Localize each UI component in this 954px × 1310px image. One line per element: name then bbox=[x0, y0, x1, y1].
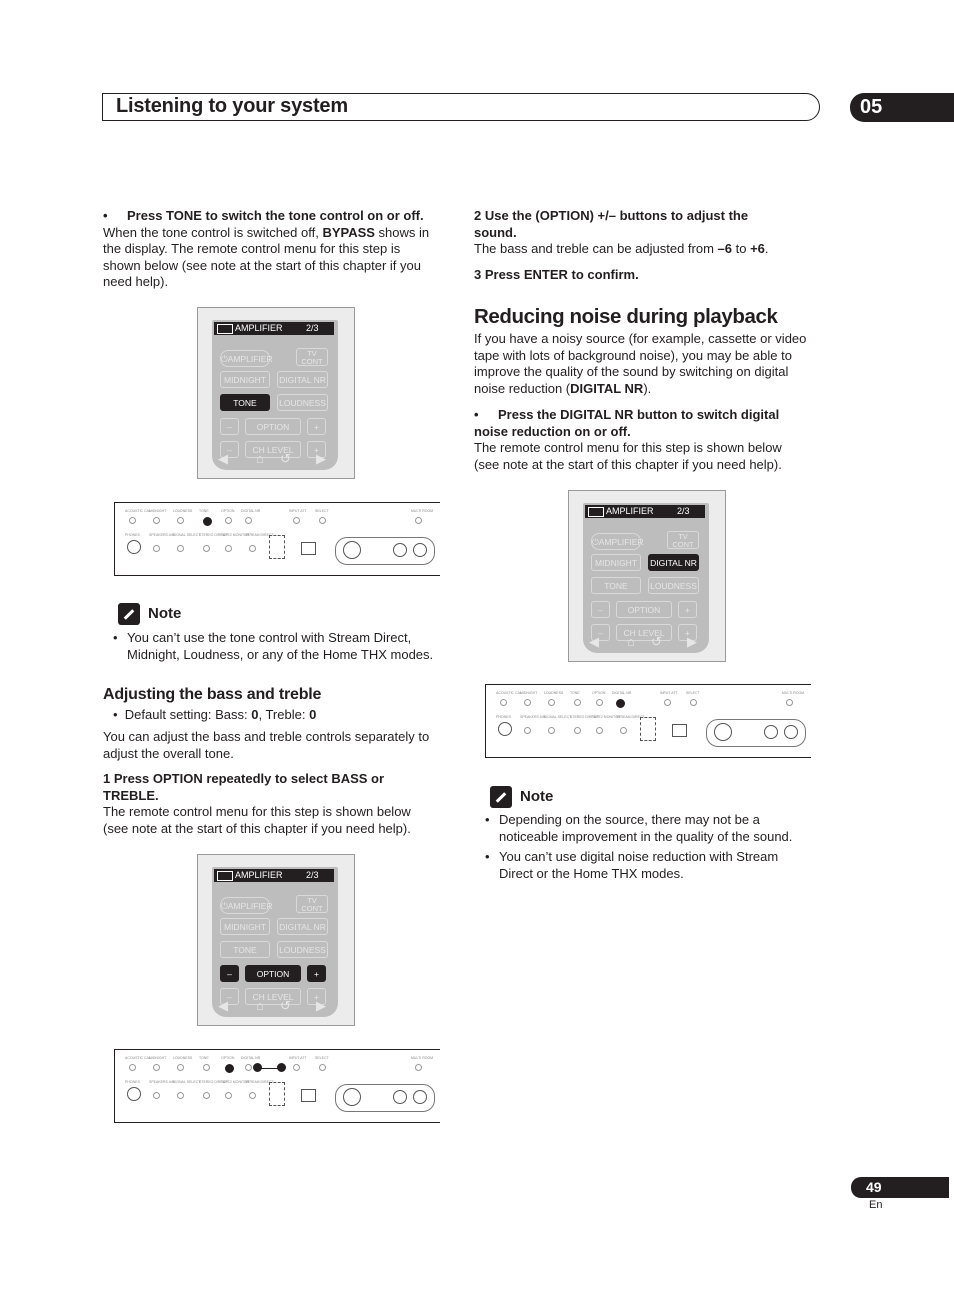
power-icon: ⏻ bbox=[221, 354, 228, 364]
power-icon: ⏻ bbox=[221, 901, 228, 911]
video-input-cover bbox=[640, 717, 656, 741]
panel-button[interactable] bbox=[225, 1064, 234, 1073]
panel-button[interactable] bbox=[319, 1064, 326, 1071]
input-jack[interactable] bbox=[393, 543, 407, 557]
input-jack[interactable] bbox=[343, 1088, 361, 1106]
panel-button[interactable] bbox=[225, 517, 232, 524]
panel-button[interactable] bbox=[293, 517, 300, 524]
step2-line2: sound. bbox=[474, 224, 517, 240]
input-jack[interactable] bbox=[343, 541, 361, 559]
noise-step-line1: Press the DIGITAL NR button to switch digital bbox=[498, 407, 780, 422]
tv-label: TV bbox=[678, 532, 688, 541]
phones-jack[interactable] bbox=[498, 722, 512, 736]
input-jack[interactable] bbox=[764, 725, 778, 739]
panel-label: SPEAKERS A/B bbox=[149, 1080, 175, 1084]
panel-button[interactable] bbox=[203, 1092, 210, 1099]
option-minus-button[interactable]: – bbox=[220, 965, 239, 982]
panel-button[interactable] bbox=[786, 699, 793, 706]
panel-button[interactable] bbox=[253, 1063, 262, 1072]
panel-label: TAPE2 MONITOR bbox=[221, 1080, 250, 1084]
panel-button[interactable] bbox=[203, 1064, 210, 1071]
remote-screen bbox=[212, 867, 338, 1017]
left-arrow-icon[interactable]: ◀ bbox=[218, 998, 228, 1013]
noise-step bbox=[474, 407, 834, 473]
tv-label: TV bbox=[307, 896, 317, 905]
step2-line1: 2 Use the (OPTION) +/– buttons to adjust the bbox=[474, 208, 749, 223]
tone-step-title: Press TONE to switch the tone control on or off. bbox=[127, 208, 424, 223]
default-bass: 0 bbox=[251, 707, 259, 722]
bullet: • bbox=[474, 407, 479, 422]
noise-p4-pre: noise reduction ( bbox=[474, 380, 571, 396]
return-icon[interactable]: ↺ bbox=[280, 998, 291, 1013]
front-panel-tone bbox=[114, 502, 440, 576]
panel-button[interactable] bbox=[548, 727, 555, 734]
note-1-line2: Midnight, Loudness, or any of the Home THX modes. bbox=[127, 646, 434, 662]
midnight-button[interactable]: MIDNIGHT bbox=[220, 918, 270, 935]
panel-label: INPUT ATT bbox=[289, 509, 307, 513]
option-minus-button[interactable]: – bbox=[220, 418, 239, 435]
panel-button[interactable] bbox=[153, 1064, 160, 1071]
panel-label: LOUDNESS bbox=[173, 509, 193, 513]
remote-page: 2/3 bbox=[306, 870, 319, 880]
input-jack[interactable] bbox=[714, 723, 732, 741]
tone-step bbox=[103, 208, 453, 291]
noise-step-line2: noise reduction on or off. bbox=[474, 423, 631, 439]
remote-menu-tone bbox=[197, 307, 355, 479]
note2-b2-line1: You can’t use digital noise reduction with Stream bbox=[499, 849, 779, 865]
panel-label: TONE bbox=[570, 691, 580, 695]
left-arrow-icon[interactable]: ◀ bbox=[218, 451, 228, 466]
front-panel-option bbox=[114, 1049, 440, 1123]
page-number: 49 bbox=[851, 1177, 949, 1198]
panel-label: STREAM DIRECT bbox=[245, 1080, 274, 1084]
panel-label: TAPE2 MONITOR bbox=[221, 533, 250, 537]
bullet: • bbox=[485, 812, 490, 827]
chlevel-plus-button[interactable]: + bbox=[307, 441, 326, 458]
panel-label: DIGITAL NR bbox=[612, 691, 632, 695]
para-line2: adjust the overall tone. bbox=[103, 745, 234, 761]
input-jack[interactable] bbox=[393, 1090, 407, 1104]
amplifier-power-button[interactable] bbox=[591, 533, 644, 550]
remote-titlebar bbox=[214, 869, 334, 882]
tv-label: TV bbox=[307, 349, 317, 358]
bass-treble-para bbox=[103, 729, 458, 762]
panel-label: MIDNIGHT bbox=[149, 509, 167, 513]
tv-cont-button[interactable] bbox=[667, 531, 699, 549]
tone-button[interactable]: TONE bbox=[591, 577, 641, 594]
home-icon[interactable]: ⌂ bbox=[627, 634, 635, 649]
note2-b2-line2: Direct or the Home THX modes. bbox=[499, 865, 684, 881]
display-window bbox=[301, 1089, 316, 1102]
remote-menu-option bbox=[197, 854, 355, 1026]
panel-label: SIGNAL SELECT bbox=[173, 533, 201, 537]
noise-p2: tape with lots of background noise), you may be able to bbox=[474, 347, 792, 363]
step2-min: –6 bbox=[717, 241, 733, 257]
amplifier-icon bbox=[217, 324, 233, 334]
page-title: Listening to your system bbox=[116, 95, 348, 117]
noise-step-body2: (see note at the start of this chapter if you need help). bbox=[474, 456, 782, 472]
panel-button[interactable] bbox=[225, 1092, 232, 1099]
loudness-button[interactable]: LOUDNESS bbox=[648, 577, 699, 594]
panel-button[interactable] bbox=[415, 517, 422, 524]
note2-b1-line2: noticeable improvement in the quality of the sound. bbox=[499, 828, 793, 844]
chlevel-button[interactable]: CH LEVEL bbox=[245, 441, 301, 458]
chlevel-minus-button[interactable]: – bbox=[220, 441, 239, 458]
panel-button[interactable] bbox=[524, 727, 531, 734]
remote-titlebar bbox=[585, 505, 705, 518]
panel-label: ACOUSTIC CAL bbox=[125, 1056, 151, 1060]
input-jack[interactable] bbox=[413, 543, 427, 557]
note-icon bbox=[490, 786, 512, 808]
remote-page: 2/3 bbox=[306, 323, 319, 333]
panel-label: ACOUSTIC CAL bbox=[496, 691, 522, 695]
return-icon[interactable]: ↺ bbox=[651, 634, 662, 649]
panel-button[interactable] bbox=[596, 699, 603, 706]
loudness-button[interactable]: LOUDNESS bbox=[277, 394, 328, 411]
panel-label: STEREO DIRECT bbox=[570, 715, 599, 719]
video-input-cover bbox=[269, 1082, 285, 1106]
panel-label: ACOUSTIC CAL bbox=[125, 509, 151, 513]
amplifier-label: AMPLIFIER bbox=[227, 901, 273, 911]
step-1 bbox=[103, 771, 458, 837]
cont-label: CONT bbox=[672, 540, 694, 549]
loudness-button[interactable]: LOUDNESS bbox=[277, 941, 328, 958]
remote-nav-bar bbox=[212, 451, 338, 467]
note-icon bbox=[118, 603, 140, 625]
panel-button[interactable] bbox=[177, 545, 184, 552]
amplifier-icon bbox=[217, 871, 233, 881]
right-arrow-icon[interactable]: ▶ bbox=[687, 634, 697, 649]
panel-button[interactable] bbox=[177, 1092, 184, 1099]
panel-button[interactable] bbox=[153, 1092, 160, 1099]
panel-label: MULTI ROOM bbox=[782, 691, 805, 695]
panel-button[interactable] bbox=[129, 1064, 136, 1071]
default-treble: 0 bbox=[309, 707, 317, 722]
cont-label: CONT bbox=[301, 904, 323, 913]
tv-cont-button[interactable] bbox=[296, 348, 328, 366]
panel-label: MIDNIGHT bbox=[149, 1056, 167, 1060]
panel-button[interactable] bbox=[690, 699, 697, 706]
chlevel-button[interactable]: CH LEVEL bbox=[616, 624, 672, 641]
remote-nav-bar bbox=[212, 998, 338, 1014]
panel-label: SELECT bbox=[315, 509, 329, 513]
midnight-button[interactable]: MIDNIGHT bbox=[591, 554, 641, 571]
panel-label: SIGNAL SELECT bbox=[544, 715, 572, 719]
tone-button[interactable]: TONE bbox=[220, 394, 270, 411]
panel-button[interactable] bbox=[415, 1064, 422, 1071]
panel-label: SPEAKERS A/B bbox=[520, 715, 546, 719]
chlevel-plus-button[interactable]: + bbox=[678, 624, 697, 641]
panel-label: DIGITAL NR bbox=[241, 1056, 261, 1060]
option-button[interactable]: OPTION bbox=[245, 418, 301, 435]
panel-button[interactable] bbox=[548, 699, 555, 706]
panel-button[interactable] bbox=[153, 545, 160, 552]
home-icon[interactable]: ⌂ bbox=[256, 998, 264, 1013]
panel-button[interactable] bbox=[574, 699, 581, 706]
default-setting bbox=[113, 707, 316, 724]
noise-heading: Reducing noise during playback bbox=[474, 305, 778, 328]
display-window bbox=[672, 724, 687, 737]
noise-p3: improve the quality of the sound by switching on digital bbox=[474, 364, 789, 380]
bullet: • bbox=[103, 208, 108, 223]
input-jack[interactable] bbox=[784, 725, 798, 739]
note-title: Note bbox=[148, 605, 182, 622]
panel-label: INPUT ATT bbox=[289, 1056, 307, 1060]
panel-button[interactable] bbox=[177, 1064, 184, 1071]
step2-max: +6 bbox=[750, 241, 765, 257]
step2-to: to bbox=[732, 241, 751, 257]
panel-label: SELECT bbox=[686, 691, 700, 695]
remote-nav-bar bbox=[583, 634, 709, 650]
panel-button[interactable] bbox=[620, 727, 627, 734]
tone-button[interactable]: TONE bbox=[220, 941, 270, 958]
amplifier-label: AMPLIFIER bbox=[598, 537, 644, 547]
panel-label: PHONES bbox=[496, 715, 511, 719]
option-button[interactable]: OPTION bbox=[245, 965, 301, 982]
panel-label: MULTI ROOM bbox=[411, 509, 434, 513]
option-plus-button[interactable]: + bbox=[307, 965, 326, 982]
panel-label: SPEAKERS A/B bbox=[149, 533, 175, 537]
panel-label: LOUDNESS bbox=[544, 691, 564, 695]
noise-step-body1: The remote control menu for this step is shown below bbox=[474, 440, 782, 456]
option-minus-button[interactable]: – bbox=[591, 601, 610, 618]
left-arrow-icon[interactable]: ◀ bbox=[589, 634, 599, 649]
panel-button[interactable] bbox=[245, 517, 252, 524]
chlevel-button[interactable]: CH LEVEL bbox=[245, 988, 301, 1005]
remote-page: 2/3 bbox=[677, 506, 690, 516]
panel-label: LOUDNESS bbox=[173, 1056, 193, 1060]
phones-jack[interactable] bbox=[127, 540, 141, 554]
digital-nr-button[interactable]: DIGITAL NR bbox=[277, 371, 328, 388]
phones-jack[interactable] bbox=[127, 1087, 141, 1101]
remote-title: AMPLIFIER bbox=[235, 870, 283, 880]
panel-label: MULTI ROOM bbox=[411, 1056, 434, 1060]
panel-label: TONE bbox=[199, 509, 209, 513]
bass-treble-heading: Adjusting the bass and treble bbox=[103, 686, 322, 703]
right-arrow-icon[interactable]: ▶ bbox=[316, 998, 326, 1013]
panel-button[interactable] bbox=[177, 517, 184, 524]
panel-button[interactable] bbox=[225, 545, 232, 552]
bypass-label: BYPASS bbox=[322, 224, 375, 240]
tone-body-line2: the display. The remote control menu for this step is bbox=[103, 241, 401, 257]
panel-label: STREAM DIRECT bbox=[616, 715, 645, 719]
tone-body-2: shows in bbox=[374, 224, 430, 240]
video-input-cover bbox=[269, 535, 285, 559]
remote-titlebar bbox=[214, 322, 334, 335]
note-2-body bbox=[485, 812, 830, 882]
option-plus-button[interactable]: + bbox=[678, 601, 697, 618]
tone-body-line4: need help). bbox=[103, 274, 169, 290]
amplifier-power-button[interactable] bbox=[220, 897, 273, 914]
panel-label: SELECT bbox=[315, 1056, 329, 1060]
panel-button[interactable] bbox=[203, 517, 212, 526]
digital-nr-label: DIGITAL NR bbox=[570, 380, 644, 396]
power-icon: ⏻ bbox=[592, 537, 599, 547]
panel-label: SIGNAL SELECT bbox=[173, 1080, 201, 1084]
remote-title: AMPLIFIER bbox=[606, 506, 654, 516]
language-label: En bbox=[869, 1199, 883, 1211]
step1-line1: 1 Press OPTION repeatedly to select BASS or bbox=[103, 771, 385, 786]
panel-label: OPTION bbox=[221, 1056, 235, 1060]
panel-button[interactable] bbox=[596, 727, 603, 734]
panel-label: PHONES bbox=[125, 533, 140, 537]
note-1-line1: You can’t use the tone control with Stream Direct, bbox=[127, 630, 412, 645]
default-mid: , Treble: bbox=[258, 707, 310, 722]
panel-label: STREAM DIRECT bbox=[245, 533, 274, 537]
return-icon[interactable]: ↺ bbox=[280, 451, 291, 466]
home-icon[interactable]: ⌂ bbox=[256, 451, 264, 466]
note-title: Note bbox=[520, 788, 554, 805]
bullet: • bbox=[113, 630, 118, 645]
panel-button[interactable] bbox=[319, 517, 326, 524]
para-line1: You can adjust the bass and treble controls separately to bbox=[103, 729, 430, 744]
amplifier-power-button[interactable] bbox=[220, 350, 273, 367]
remote-menu-digital-nr bbox=[568, 490, 726, 662]
remote-screen bbox=[212, 320, 338, 470]
chlevel-minus-button[interactable]: – bbox=[220, 988, 239, 1005]
default-pre: Default setting: Bass: bbox=[124, 707, 252, 722]
bullet: • bbox=[485, 849, 490, 865]
step2-body-pre: The bass and treble can be adjusted from bbox=[474, 241, 718, 257]
note-1-body bbox=[113, 630, 463, 663]
midnight-button[interactable]: MIDNIGHT bbox=[220, 371, 270, 388]
panel-label: PHONES bbox=[125, 1080, 140, 1084]
bullet: • bbox=[113, 707, 118, 722]
tone-body-line3: shown below (see note at the start of this chapter if you bbox=[103, 257, 421, 273]
tv-cont-button[interactable] bbox=[296, 895, 328, 913]
panel-label: TAPE2 MONITOR bbox=[592, 715, 621, 719]
panel-label: INPUT ATT bbox=[660, 691, 678, 695]
amplifier-icon bbox=[588, 507, 604, 517]
panel-button[interactable] bbox=[574, 727, 581, 734]
panel-label: TONE bbox=[199, 1056, 209, 1060]
panel-button[interactable] bbox=[249, 545, 256, 552]
panel-label: STEREO DIRECT bbox=[199, 533, 228, 537]
right-arrow-icon[interactable]: ▶ bbox=[316, 451, 326, 466]
panel-button[interactable] bbox=[293, 1064, 300, 1071]
panel-button[interactable] bbox=[129, 517, 136, 524]
remote-title: AMPLIFIER bbox=[235, 323, 283, 333]
panel-button[interactable] bbox=[500, 699, 507, 706]
display-window bbox=[301, 542, 316, 555]
panel-button[interactable] bbox=[524, 699, 531, 706]
panel-label: OPTION bbox=[592, 691, 606, 695]
remote-screen bbox=[583, 503, 709, 653]
panel-button[interactable] bbox=[664, 699, 671, 706]
panel-button[interactable] bbox=[203, 545, 210, 552]
panel-button[interactable] bbox=[153, 517, 160, 524]
panel-label: DIGITAL NR bbox=[241, 509, 261, 513]
noise-p4-end: ). bbox=[643, 380, 652, 396]
noise-para bbox=[474, 331, 834, 397]
panel-button[interactable] bbox=[245, 1064, 252, 1071]
option-button[interactable]: OPTION bbox=[616, 601, 672, 618]
chapter-number: 05 bbox=[850, 93, 954, 122]
digital-nr-button[interactable]: DIGITAL NR bbox=[277, 918, 328, 935]
chlevel-minus-button[interactable]: – bbox=[591, 624, 610, 641]
tone-body-1: When the tone control is switched off, bbox=[103, 224, 323, 240]
noise-p1: If you have a noisy source (for example, cassette or video bbox=[474, 331, 807, 346]
option-plus-button[interactable]: + bbox=[307, 418, 326, 435]
chlevel-plus-button[interactable]: + bbox=[307, 988, 326, 1005]
step1-body1: The remote control menu for this step is shown below bbox=[103, 804, 411, 820]
digital-nr-button[interactable]: DIGITAL NR bbox=[648, 554, 699, 571]
step2-end: . bbox=[764, 241, 769, 257]
input-jack[interactable] bbox=[413, 1090, 427, 1104]
note2-b1-line1: Depending on the source, there may not be a bbox=[499, 812, 760, 827]
step-2 bbox=[474, 208, 834, 258]
panel-label: MIDNIGHT bbox=[520, 691, 538, 695]
panel-button[interactable] bbox=[249, 1092, 256, 1099]
step-3: 3 Press ENTER to confirm. bbox=[474, 267, 639, 282]
panel-button[interactable] bbox=[277, 1063, 286, 1072]
panel-label: OPTION bbox=[221, 509, 235, 513]
front-panel-digital-nr bbox=[485, 684, 811, 758]
panel-label: STEREO DIRECT bbox=[199, 1080, 228, 1084]
panel-button[interactable] bbox=[616, 699, 625, 708]
step1-line2: TREBLE. bbox=[103, 787, 159, 803]
step1-body2: (see note at the start of this chapter if you need help). bbox=[103, 820, 411, 836]
cont-label: CONT bbox=[301, 357, 323, 366]
amplifier-label: AMPLIFIER bbox=[227, 354, 273, 364]
